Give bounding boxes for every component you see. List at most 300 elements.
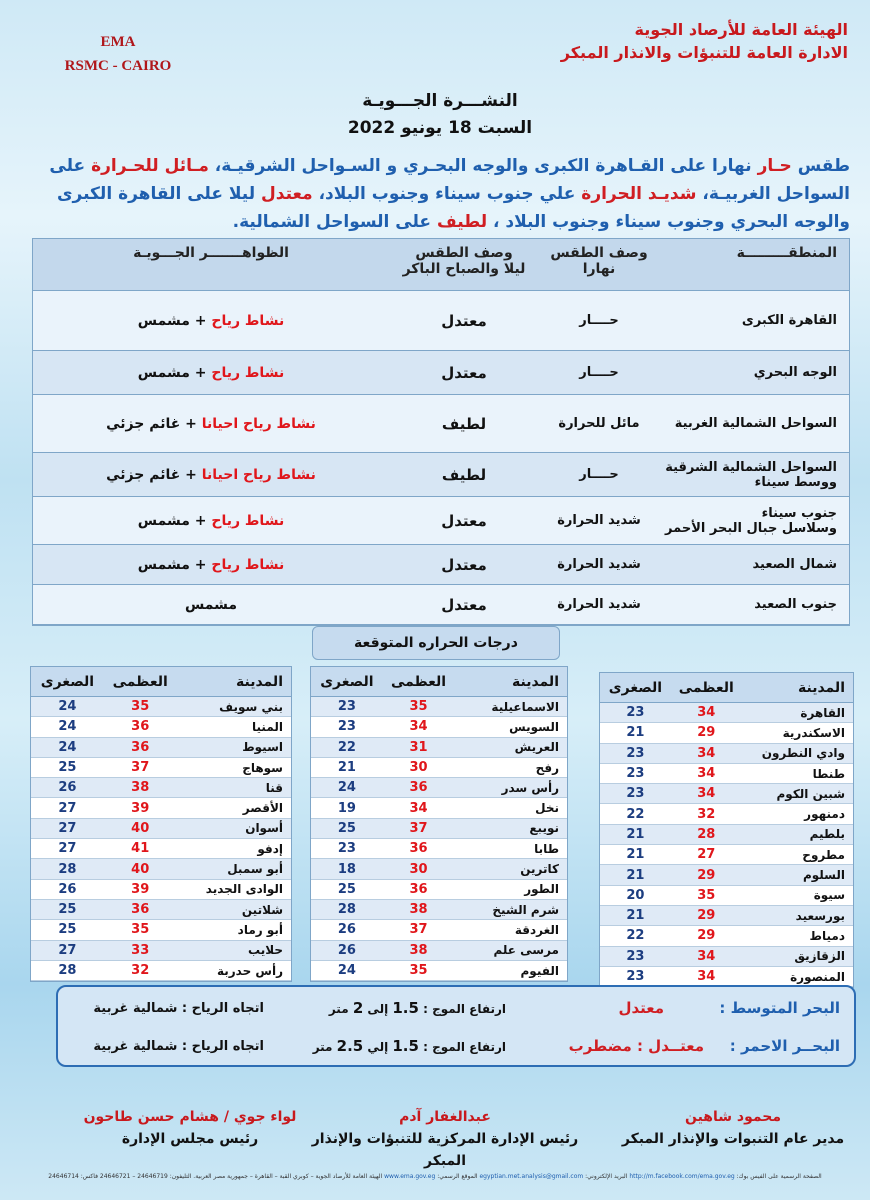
wind-direction: اتجاه الرياح : شمالية غربية bbox=[93, 1038, 264, 1054]
max-temp: 36 bbox=[131, 719, 150, 735]
temp-row bbox=[600, 845, 853, 865]
max-temp: 34 bbox=[409, 800, 428, 816]
phenomena-text: + مشمس bbox=[137, 512, 212, 529]
min-temp: 21 bbox=[626, 826, 645, 842]
footer-fb-label: الصفحة الرسمية على الفيس بوك: bbox=[734, 1173, 822, 1180]
summary-highlight: معتدل bbox=[261, 184, 313, 204]
min-temp: 24 bbox=[337, 780, 356, 796]
max-temp: 36 bbox=[131, 739, 150, 755]
phenomena-text: + غائم جزئي bbox=[106, 415, 202, 432]
wave-to: 2.5 bbox=[336, 1037, 364, 1055]
col-city: المدينة bbox=[798, 679, 845, 696]
temp-row bbox=[311, 920, 567, 940]
temp-row bbox=[311, 738, 567, 758]
city-name: وادي النطرون bbox=[761, 746, 845, 761]
col-city: المدينة bbox=[512, 673, 559, 690]
table-header bbox=[33, 239, 849, 291]
max-temp: 38 bbox=[131, 780, 150, 796]
temp-row bbox=[311, 859, 567, 879]
temp-table-header bbox=[600, 673, 853, 703]
temp-row bbox=[600, 947, 853, 967]
city-name: إدفو bbox=[257, 841, 283, 856]
day-description: حــــار bbox=[579, 467, 619, 482]
sea-row-mediterranean bbox=[58, 993, 854, 1023]
bulletin-date: السبت 18 يونيو 2022 bbox=[347, 118, 533, 138]
region-forecast-table bbox=[32, 238, 850, 626]
day-description: مائل للحرارة bbox=[558, 416, 640, 431]
min-temp: 27 bbox=[58, 841, 77, 857]
max-temp: 38 bbox=[409, 902, 428, 918]
max-temp: 34 bbox=[697, 705, 716, 721]
min-temp: 28 bbox=[337, 902, 356, 918]
min-temp: 24 bbox=[58, 719, 77, 735]
max-temp: 29 bbox=[697, 928, 716, 944]
city-name: سيوة bbox=[813, 888, 845, 903]
bulletin-title: النشـــرة الجـــويـة bbox=[362, 91, 518, 111]
city-name: أبو رماد bbox=[237, 922, 283, 937]
region-row bbox=[33, 453, 849, 497]
night-description: معتدل bbox=[441, 595, 487, 614]
region-name bbox=[659, 597, 849, 612]
max-temp: 39 bbox=[131, 800, 150, 816]
temp-row bbox=[311, 758, 567, 778]
city-name: نويبع bbox=[529, 821, 559, 836]
sea-name: البحــر الاحمر : bbox=[729, 1037, 840, 1055]
temp-table-right bbox=[599, 672, 854, 988]
signer-title: رئيس الإدارة المركزية للتنبؤات والإنذار المبكر bbox=[311, 1131, 579, 1169]
city-name: دمياط bbox=[809, 928, 845, 943]
region-row bbox=[33, 585, 849, 625]
city-name: شبين الكوم bbox=[776, 786, 845, 801]
temp-row bbox=[600, 723, 853, 743]
wave-unit: متر bbox=[328, 1002, 353, 1016]
region-name bbox=[659, 313, 849, 328]
day-description: شديد الحرارة bbox=[557, 513, 641, 528]
min-temp: 24 bbox=[58, 699, 77, 715]
min-temp: 23 bbox=[626, 705, 645, 721]
temp-row bbox=[311, 900, 567, 920]
email-link[interactable]: egyptian.met.analysis@gmail.com bbox=[479, 1173, 584, 1180]
night-description: معتدل bbox=[441, 363, 487, 382]
temp-row bbox=[31, 900, 291, 920]
min-temp: 24 bbox=[58, 739, 77, 755]
temp-row bbox=[600, 926, 853, 946]
min-temp: 22 bbox=[626, 806, 645, 822]
phenomena bbox=[33, 467, 389, 483]
city-name: الأقصر bbox=[242, 801, 283, 816]
min-temp: 23 bbox=[626, 745, 645, 761]
city-name: الغردقة bbox=[514, 922, 559, 937]
temp-table-middle bbox=[310, 666, 568, 982]
org-department: الادارة العامة للتنبؤات والانذار المبكر bbox=[560, 43, 848, 62]
header-day-line2: نهارا bbox=[582, 261, 616, 277]
min-temp: 21 bbox=[626, 867, 645, 883]
city-name: القاهرة bbox=[800, 705, 845, 720]
summary-highlight: لطيف bbox=[436, 212, 488, 232]
max-temp: 37 bbox=[131, 760, 150, 776]
wave-from: 1.5 bbox=[392, 1037, 419, 1055]
city-name: كاترين bbox=[520, 862, 559, 877]
region-row bbox=[33, 291, 849, 351]
temp-row bbox=[311, 697, 567, 717]
sea-state: معتدل bbox=[618, 999, 664, 1017]
phenomena bbox=[33, 557, 389, 573]
phenomena bbox=[33, 365, 389, 381]
region-row bbox=[33, 497, 849, 545]
temp-row bbox=[31, 717, 291, 737]
header-night-line1: وصف الطقس bbox=[415, 245, 513, 261]
temp-row bbox=[31, 880, 291, 900]
wave-from: 1.5 bbox=[392, 999, 419, 1017]
temp-row bbox=[31, 859, 291, 879]
temp-row bbox=[600, 865, 853, 885]
wave-height bbox=[313, 1037, 506, 1055]
temp-row bbox=[31, 778, 291, 798]
temp-row bbox=[31, 920, 291, 940]
signer-title: رئيس مجلس الإدارة bbox=[121, 1131, 259, 1147]
max-temp: 34 bbox=[697, 948, 716, 964]
city-name: حلايب bbox=[248, 943, 283, 958]
wave-height bbox=[329, 999, 506, 1017]
city-name: مطروح bbox=[802, 847, 845, 862]
min-temp: 26 bbox=[58, 881, 77, 897]
min-temp: 21 bbox=[626, 725, 645, 741]
max-temp: 33 bbox=[131, 942, 150, 958]
max-temp: 38 bbox=[409, 942, 428, 958]
max-temp: 29 bbox=[697, 867, 716, 883]
temp-row bbox=[31, 961, 291, 981]
temp-row bbox=[600, 906, 853, 926]
signature-1 bbox=[618, 1106, 848, 1150]
region-line1: جنوب الصعيد bbox=[754, 597, 837, 612]
signer-title: مدير عام التنبوات والإنذار المبكر bbox=[621, 1131, 845, 1147]
max-temp: 34 bbox=[697, 745, 716, 761]
phenomena-text: + مشمس bbox=[137, 312, 212, 329]
min-temp: 23 bbox=[626, 948, 645, 964]
min-temp: 20 bbox=[626, 887, 645, 903]
min-temp: 23 bbox=[337, 699, 356, 715]
temp-table-header bbox=[31, 667, 291, 697]
city-name: مرسى علم bbox=[493, 943, 559, 958]
phenomena-highlight: نشاط رياح bbox=[211, 512, 285, 529]
temp-row bbox=[311, 941, 567, 961]
city-name: شلاتين bbox=[241, 902, 283, 917]
max-temp: 32 bbox=[131, 963, 150, 978]
min-temp: 25 bbox=[58, 922, 77, 938]
header-night bbox=[389, 245, 539, 277]
min-temp: 23 bbox=[626, 766, 645, 782]
facebook-link[interactable]: http://m.facebook.com/ema.gov.eg bbox=[629, 1173, 735, 1180]
max-temp: 36 bbox=[409, 780, 428, 796]
phenomena-highlight: نشاط رياح bbox=[211, 556, 285, 573]
min-temp: 21 bbox=[626, 908, 645, 924]
min-temp: 27 bbox=[58, 800, 77, 816]
header-day-line1: وصف الطقس bbox=[550, 245, 648, 261]
max-temp: 34 bbox=[697, 766, 716, 782]
header-night-line2: ليلا والصباح الباكر bbox=[402, 261, 526, 277]
temp-row bbox=[311, 778, 567, 798]
col-max: العظمى bbox=[678, 679, 734, 696]
region-name bbox=[659, 460, 849, 490]
wind-direction: اتجاه الرياح : شمالية غربية bbox=[93, 1000, 264, 1016]
city-name: نخل bbox=[535, 801, 559, 816]
region-row bbox=[33, 395, 849, 453]
min-temp: 21 bbox=[337, 760, 356, 776]
city-name: الطور bbox=[524, 882, 559, 897]
org-abbrev: EMA bbox=[100, 34, 136, 50]
min-temp: 18 bbox=[337, 861, 356, 877]
sea-name: البحر المتوسط : bbox=[719, 999, 840, 1017]
wave-label: ارتفاع الموج : bbox=[418, 1002, 506, 1016]
summary-highlight: حـار bbox=[757, 156, 792, 176]
signer-name: لواء جوي / هشام حسن طاحون bbox=[83, 1109, 297, 1125]
temp-row bbox=[311, 961, 567, 981]
phenomena bbox=[33, 416, 389, 432]
temp-row bbox=[31, 941, 291, 961]
temp-row bbox=[31, 798, 291, 818]
phenomena-text: + مشمس bbox=[137, 364, 212, 381]
max-temp: 36 bbox=[409, 841, 428, 857]
max-temp: 34 bbox=[697, 969, 716, 984]
temp-row bbox=[31, 819, 291, 839]
city-name: العريش bbox=[514, 740, 559, 755]
city-name: بورسعيد bbox=[795, 908, 845, 923]
city-name: رأس حدربة bbox=[216, 963, 283, 978]
phenomena-text: مشمس bbox=[184, 596, 238, 613]
region-row bbox=[33, 351, 849, 395]
signature-3 bbox=[70, 1106, 310, 1150]
max-temp: 31 bbox=[409, 739, 428, 755]
min-temp: 25 bbox=[337, 820, 356, 836]
min-temp: 19 bbox=[337, 800, 356, 816]
phenomena-highlight: نشاط رياح bbox=[211, 364, 285, 381]
region-line1: شمال الصعيد bbox=[752, 557, 837, 572]
max-temp: 35 bbox=[409, 963, 428, 978]
bulletin-heading bbox=[310, 88, 570, 142]
temp-row bbox=[31, 738, 291, 758]
summary-highlight: شديـد الحرارة bbox=[581, 184, 697, 204]
region-line1: جنوب سيناء bbox=[761, 505, 837, 521]
temp-row bbox=[600, 825, 853, 845]
temp-row bbox=[311, 880, 567, 900]
max-temp: 40 bbox=[131, 820, 150, 836]
min-temp: 23 bbox=[337, 719, 356, 735]
day-description: شديد الحرارة bbox=[557, 597, 641, 612]
header-phenomena: الظواهـــــــر الجـــويـة bbox=[133, 245, 289, 261]
wave-unit: متر bbox=[312, 1040, 337, 1054]
max-temp: 35 bbox=[697, 887, 716, 903]
sea-row-red-sea bbox=[58, 1031, 854, 1061]
city-name: بلطيم bbox=[809, 827, 845, 842]
region-name bbox=[659, 557, 849, 572]
temp-row bbox=[31, 839, 291, 859]
col-min: الصغرى bbox=[608, 679, 663, 696]
min-temp: 24 bbox=[337, 963, 356, 978]
max-temp: 36 bbox=[131, 902, 150, 918]
night-description: لطيف bbox=[441, 465, 487, 484]
weather-summary bbox=[20, 152, 850, 236]
footer-email-label: البريد الإلكتروني: bbox=[583, 1173, 630, 1180]
phenomena bbox=[33, 597, 389, 613]
footer-contacts bbox=[30, 1172, 840, 1182]
phenomena bbox=[33, 313, 389, 329]
website-link[interactable]: www.ema.gov.eg bbox=[384, 1173, 436, 1180]
night-description: معتدل bbox=[441, 555, 487, 574]
max-temp: 35 bbox=[409, 699, 428, 715]
max-temp: 32 bbox=[697, 806, 716, 822]
day-description: حــــار bbox=[579, 313, 619, 328]
temp-row bbox=[600, 764, 853, 784]
temp-row bbox=[31, 758, 291, 778]
max-temp: 37 bbox=[409, 922, 428, 938]
min-temp: 25 bbox=[58, 760, 77, 776]
city-name: طنطا bbox=[812, 766, 845, 781]
night-description: معتدل bbox=[441, 311, 487, 330]
min-temp: 23 bbox=[626, 786, 645, 802]
max-temp: 34 bbox=[697, 786, 716, 802]
min-temp: 25 bbox=[337, 881, 356, 897]
header-region: المنطقـــــــــة bbox=[736, 245, 837, 261]
city-name: رأس سدر bbox=[501, 780, 559, 795]
min-temp: 23 bbox=[337, 841, 356, 857]
signer-name: محمود شاهين bbox=[684, 1109, 782, 1125]
city-name: الوادى الجديد bbox=[205, 882, 283, 897]
city-name: السلوم bbox=[802, 868, 845, 883]
city-name: أسوان bbox=[245, 821, 283, 836]
summary-highlight: مـائل للحـرارة bbox=[91, 156, 209, 176]
max-temp: 40 bbox=[131, 861, 150, 877]
temp-row bbox=[600, 886, 853, 906]
max-temp: 34 bbox=[409, 719, 428, 735]
signature-2 bbox=[290, 1106, 600, 1172]
region-line1: السواحل الشمالية الغربية bbox=[674, 416, 837, 431]
region-row bbox=[33, 545, 849, 585]
col-min: الصغرى bbox=[320, 673, 374, 690]
wave-to-word: إلى bbox=[363, 1002, 393, 1016]
city-name: المنيا bbox=[252, 719, 283, 734]
col-city: المدينة bbox=[236, 673, 283, 690]
city-name: دمنهور bbox=[804, 807, 845, 822]
summary-text: علي جنوب سيناء وجنوب البلاد، bbox=[312, 184, 582, 204]
region-line1: الوجه البحري bbox=[753, 365, 837, 380]
min-temp: 23 bbox=[626, 969, 645, 984]
night-description: لطيف bbox=[441, 414, 487, 433]
max-temp: 39 bbox=[131, 881, 150, 897]
city-name: الزقازيق bbox=[794, 949, 845, 964]
city-name: شرم الشيخ bbox=[492, 902, 559, 917]
min-temp: 22 bbox=[337, 739, 356, 755]
org-header-ar bbox=[518, 18, 848, 64]
phenomena bbox=[33, 513, 389, 529]
org-header-en bbox=[38, 30, 198, 78]
max-temp: 37 bbox=[409, 820, 428, 836]
city-name: الاسماعيلية bbox=[491, 699, 559, 714]
wave-to-word: إلي bbox=[363, 1040, 393, 1054]
max-temp: 35 bbox=[131, 922, 150, 938]
max-temp: 30 bbox=[409, 760, 428, 776]
summary-text: ليلا على القاهرة الكبرى والوجه البحري وجنوب سيناء وجنوب البلاد ، bbox=[56, 184, 850, 232]
region-line1: القاهرة الكبرى bbox=[741, 313, 837, 328]
wave-to: 2 bbox=[352, 999, 364, 1017]
footer-address: الهيئة العامة للأرصاد الجوية – كوبري القبة – القاهرة – جمهورية مصر العربية. التليفون: 24646719 – 24646721 فاكس: 24646714 bbox=[48, 1173, 385, 1180]
min-temp: 22 bbox=[626, 928, 645, 944]
signer-name: عبدالغفار آدم bbox=[399, 1109, 491, 1125]
temperatures-title: درجات الحراره المتوقعة bbox=[312, 626, 560, 660]
city-name: قنا bbox=[265, 780, 283, 795]
city-name: أبو سمبل bbox=[227, 862, 283, 877]
temp-row bbox=[311, 839, 567, 859]
col-min: الصغرى bbox=[40, 673, 95, 690]
max-temp: 35 bbox=[131, 699, 150, 715]
day-description: شديد الحرارة bbox=[557, 557, 641, 572]
min-temp: 26 bbox=[58, 780, 77, 796]
city-name: بني سويف bbox=[219, 699, 283, 714]
org-center: RSMC - CAIRO bbox=[64, 58, 172, 74]
region-line2: وسلاسل جبال البحر الأحمر bbox=[665, 520, 837, 536]
min-temp: 27 bbox=[58, 942, 77, 958]
max-temp: 28 bbox=[697, 826, 716, 842]
phenomena-text: + غائم جزئي bbox=[106, 466, 202, 483]
max-temp: 41 bbox=[131, 841, 150, 857]
city-name: السويس bbox=[509, 719, 559, 734]
phenomena-highlight: نشاط رياح احيانا bbox=[201, 415, 316, 432]
sea-conditions-box bbox=[56, 985, 856, 1067]
summary-text: على السواحل الغربيـة، bbox=[49, 156, 850, 204]
phenomena-text: + مشمس bbox=[137, 556, 212, 573]
city-name: المنصورة bbox=[790, 969, 845, 984]
city-name: رفح bbox=[535, 760, 559, 775]
region-line1: السواحل الشمالية الشرقية bbox=[665, 459, 837, 475]
sea-state: معتــدل : مضطرب bbox=[568, 1037, 704, 1055]
min-temp: 26 bbox=[337, 922, 356, 938]
summary-text: نهارا على القـاهرة الكبرى والوجه البحـري و السـواحل الشرقيـة، bbox=[208, 156, 758, 176]
temp-table-header bbox=[311, 667, 567, 697]
max-temp: 36 bbox=[409, 881, 428, 897]
col-max: العظمى bbox=[112, 673, 168, 690]
wave-label: ارتفاع الموج : bbox=[418, 1040, 506, 1054]
region-name bbox=[659, 506, 849, 536]
temp-row bbox=[311, 717, 567, 737]
min-temp: 25 bbox=[58, 902, 77, 918]
day-description: حــــار bbox=[579, 365, 619, 380]
header-day bbox=[539, 245, 659, 277]
city-name: الفيوم bbox=[520, 963, 559, 978]
min-temp: 28 bbox=[58, 963, 77, 978]
max-temp: 30 bbox=[409, 861, 428, 877]
temp-table-left bbox=[30, 666, 292, 982]
temp-row bbox=[600, 784, 853, 804]
temp-row bbox=[600, 744, 853, 764]
region-name bbox=[659, 416, 849, 431]
temp-row bbox=[311, 819, 567, 839]
footer-site-label: الموقع الرسمي: bbox=[435, 1173, 480, 1180]
night-description: معتدل bbox=[441, 511, 487, 530]
min-temp: 21 bbox=[626, 847, 645, 863]
min-temp: 26 bbox=[337, 942, 356, 958]
min-temp: 28 bbox=[58, 861, 77, 877]
max-temp: 29 bbox=[697, 725, 716, 741]
org-name: الهيئة العامة للأرصاد الجوية bbox=[634, 20, 848, 39]
temp-row bbox=[31, 697, 291, 717]
summary-text: على السواحل الشمالية. bbox=[232, 212, 437, 232]
city-name: الاسكندرية bbox=[782, 725, 845, 740]
region-line2: ووسط سيناء bbox=[754, 474, 837, 490]
temp-row bbox=[311, 798, 567, 818]
phenomena-highlight: نشاط رياح احيانا bbox=[201, 466, 316, 483]
city-name: سوهاج bbox=[242, 760, 283, 775]
phenomena-highlight: نشاط رياح bbox=[211, 312, 285, 329]
region-name bbox=[659, 365, 849, 380]
